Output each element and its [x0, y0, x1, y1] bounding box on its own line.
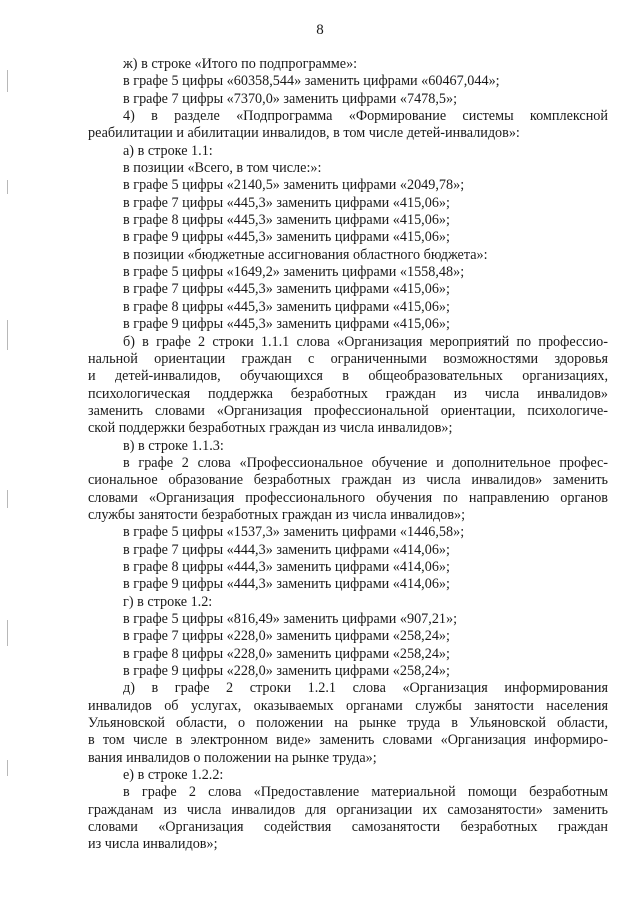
text-line: 4) в разделе «Подпрограмма «Формирование системы комплексной	[123, 108, 608, 125]
text-line: в графе 5 цифры «816,49» заменить цифрами «907,21»;	[123, 611, 458, 627]
text-line: гражданам из числа инвалидов для организации их самозанятости» заменить	[88, 801, 608, 818]
text-line: в графе 5 цифры «1649,2» заменить цифрами «1558,48»;	[123, 264, 465, 281]
text-line: в графе 7 цифры «444,3» заменить цифрами «414,06»;	[123, 541, 450, 558]
text-line: е) в строке 1.2.2:	[123, 767, 224, 784]
text-line: вания инвалидов о положении на рынке труда»;	[88, 749, 377, 766]
text-line: в графе 2 слова «Предоставление материальной помощи безработным	[123, 784, 608, 801]
text-line: в графе 5 цифры «1537,3» заменить цифрами «1446,58»;	[123, 524, 465, 541]
text-line: в графе 5 цифры «2140,5» заменить цифрами «2049,78»;	[123, 177, 465, 194]
text-line: службы занятости безработных граждан из числа инвалидов»;	[88, 506, 466, 523]
text-line: заменить словами «Организация профессиональной ориентации, психологиче-	[88, 402, 608, 419]
text-line: в графе 8 цифры «445,3» заменить цифрами «415,06»;	[123, 298, 450, 315]
text-line: нальной ориентации граждан с ограниченными возможностями здоровья	[88, 350, 608, 367]
text-line: в графе 2 слова «Профессиональное обучение и дополнительное профес-	[123, 454, 608, 471]
text-line: в графе 5 цифры «60358,544» заменить цифрами «60467,044»;	[123, 73, 500, 90]
text-line: в графе 7 цифры «445,3» заменить цифрами «415,06»;	[123, 281, 450, 298]
scan-edge-mark	[7, 760, 8, 776]
text-line: ской поддержки безработных граждан из числа инвалидов»;	[88, 420, 453, 437]
text-line: инвалидов об услугах, оказываемых органами службы занятости населения	[88, 697, 608, 714]
text-line: Ульяновской области, о положении на рынке труда в Ульяновской области,	[88, 715, 608, 732]
text-line: в графе 9 цифры «444,3» заменить цифрами «414,06»;	[123, 576, 450, 593]
text-line: в графе 8 цифры «445,3» заменить цифрами «415,06»;	[123, 212, 450, 229]
scan-edge-marks	[6, 60, 10, 840]
text-line: сиональное образование безработных граждан из числа инвалидов» заменить	[88, 472, 608, 489]
text-line: в графе 7 цифры «445,3» заменить цифрами «415,06»;	[123, 194, 450, 211]
text-line: словами «Организация содействия самозанятости безработных граждан	[88, 819, 608, 836]
scan-edge-mark	[7, 180, 8, 194]
text-line: ж) в строке «Итого по подпрограмме»:	[123, 56, 358, 72]
text-line: а) в строке 1.1:	[123, 142, 213, 159]
scan-edge-mark	[7, 620, 8, 646]
text-line: в графе 9 цифры «445,3» заменить цифрами «415,06»;	[123, 316, 450, 333]
scan-edge-mark	[7, 320, 8, 350]
text-line: психологическая поддержка безработных граждан из числа инвалидов»	[88, 385, 608, 402]
text-line: д) в графе 2 строки 1.2.1 слова «Организация информирования	[123, 680, 608, 697]
text-line: реабилитации и абилитации инвалидов, в том числе детей-инвалидов»:	[88, 125, 520, 142]
text-line: в графе 9 цифры «228,0» заменить цифрами «258,24»;	[123, 663, 450, 680]
text-line: б) в графе 2 строки 1.1.1 слова «Организация мероприятий по профессио-	[123, 333, 608, 350]
text-line: г) в строке 1.2:	[123, 593, 213, 610]
text-line: в позиции «Всего, в том числе:»:	[123, 160, 322, 177]
text-line: в графе 7 цифры «7370,0» заменить цифрами «7478,5»;	[123, 90, 458, 107]
text-line: словами «Организация профессионального обучения по направлению органов	[88, 489, 608, 506]
text-line: из числа инвалидов»;	[88, 836, 218, 853]
scan-edge-mark	[7, 70, 8, 92]
text-line: в) в строке 1.1.3:	[123, 437, 224, 454]
text-line: и детей-инвалидов, обучающихся в общеобразовательных организациях,	[88, 368, 608, 385]
document-body	[88, 56, 608, 854]
text-line: в графе 8 цифры «444,3» заменить цифрами «414,06»;	[123, 558, 450, 575]
text-line: в графе 7 цифры «228,0» заменить цифрами «258,24»;	[123, 628, 450, 645]
text-line: в графе 9 цифры «445,3» заменить цифрами «415,06»;	[123, 229, 450, 246]
scan-edge-mark	[7, 490, 8, 508]
page-number: 8	[316, 22, 324, 38]
text-line: в графе 8 цифры «228,0» заменить цифрами «258,24»;	[123, 645, 450, 662]
text-line: в том числе в электронном виде» заменить словами «Организация информиро-	[88, 732, 608, 749]
text-line: в позиции «бюджетные ассигнования областного бюджета»:	[123, 246, 488, 263]
